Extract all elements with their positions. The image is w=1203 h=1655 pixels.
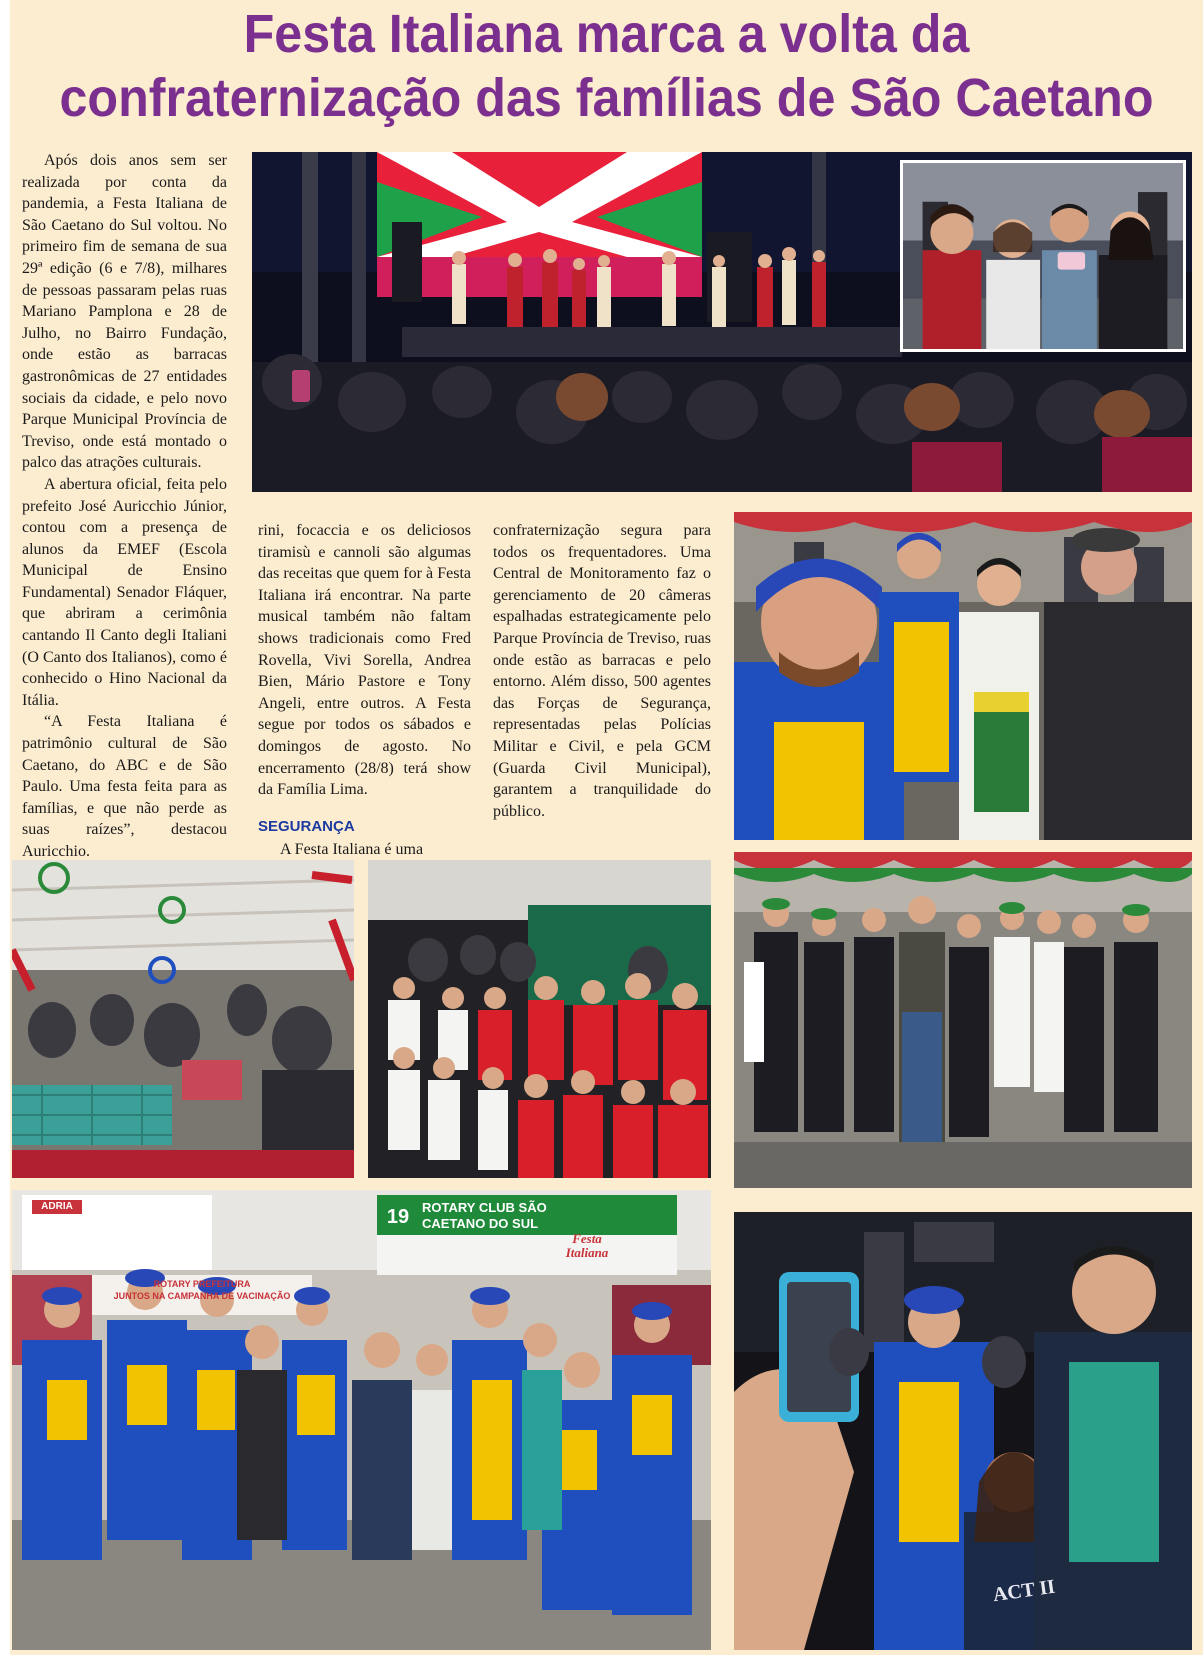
banner-line-2: CAETANO DO SUL	[422, 1216, 539, 1231]
sponsor-logo: ADRIA	[41, 1201, 73, 1212]
paragraph: confraternização segura para todos os frequentadores. Uma Central de Monitoramento faz o gerenciamento de 20 câmeras espalhadas estrategicamente pelo Parque Província de Treviso, ruas onde estão as barracas e pelo entorno. Além disso, 500 agentes das Forças de Segurança, representadas pelas Polícias Militar e Civil, e pela GCM (Guarda Civil Municipal), garantem a tranquilidade do público.	[493, 522, 711, 820]
headline-line-2: confraternização das famílias de São Caetano	[59, 68, 1154, 128]
tent-sign-line-1: ROTARY PREFEITURA	[153, 1279, 251, 1289]
paragraph: Após dois anos sem ser realizada por conta da pandemia, a Festa Italiana de São Caetano do Sul voltou. No primeiro fim de semana de sua 29ª edição (6 e 7/8), milhares de pessoas passaram pelas ruas Mariano Pamplona e 28 de Julho, no Bairro Fundação, onde estão as barracas gastronômicas de 27 entidades sociais da cidade, e pelo novo Parque Municipal Província de Treviso, onde está montado o palco das atrações culturais.	[22, 152, 227, 472]
festa-logo-line-2: Italiana	[565, 1245, 609, 1260]
festa-logo-line-1: Festa	[572, 1231, 602, 1246]
festa-logo	[552, 1232, 622, 1260]
kitchen-volunteers-photo	[734, 852, 1192, 1188]
rotary-volunteers-photo	[734, 512, 1192, 840]
dining-hall-photo	[12, 860, 354, 1178]
article-column-3	[493, 520, 711, 822]
banner-line-1: ROTARY CLUB SÃO	[422, 1200, 547, 1215]
page-margin	[0, 0, 10, 1655]
section-title: SEGURANÇA	[258, 817, 355, 835]
tent-sign	[94, 1278, 310, 1302]
rotary-booth-group-photo	[12, 1190, 711, 1650]
paragraph: A Festa Italiana é uma	[280, 840, 424, 858]
children-choir-photo	[368, 860, 711, 1178]
paragraph: “A Festa Italiana é patrimônio cultural de São Caetano, do ABC e de São Paulo. Uma festa feita para as famílias, e que não perde as suas raízes”, destacou Auricchio.	[22, 713, 227, 860]
headline	[55, 2, 1157, 130]
mayor-selfie-photo	[734, 1212, 1192, 1650]
shirt-text: ACT II	[991, 1575, 1057, 1607]
article-column-2	[258, 520, 471, 860]
headline-line-1: Festa Italiana marca a volta da	[243, 4, 970, 64]
banner-title	[422, 1200, 622, 1232]
paragraph: rini, focaccia e os deliciosos tiramisù e cannoli são algumas das receitas que quem for à Festa Italiana irá encontrar. Na parte musical também não faltam shows tradicionais como Fred Rovella, Vivi Sorella, Andrea Bien, Mário Pastore e Tony Angeli, entre outros. A Festa segue por todos os sábados e domingos de agosto. No encerramento (28/8) terá show da Família Lima.	[258, 522, 471, 799]
banner-number: 19	[386, 1206, 410, 1228]
paragraph: A abertura oficial, feita pelo prefeito José Auricchio Júnior, contou com a presença de alunos da EMEF (Escola Municipal de Ensino Fundamental) Senador Fláquer, que abriram a cerimônia cantando Il Canto degli Italiani (O Canto dos Italianos), como é conhecido o Hino Nacional da Itália.	[22, 475, 227, 709]
selfie-inset-photo	[900, 160, 1186, 352]
article-column-1	[22, 150, 227, 906]
tent-sign-line-2: JUNTOS NA CAMPANHA DE VACINAÇÃO	[113, 1291, 291, 1301]
